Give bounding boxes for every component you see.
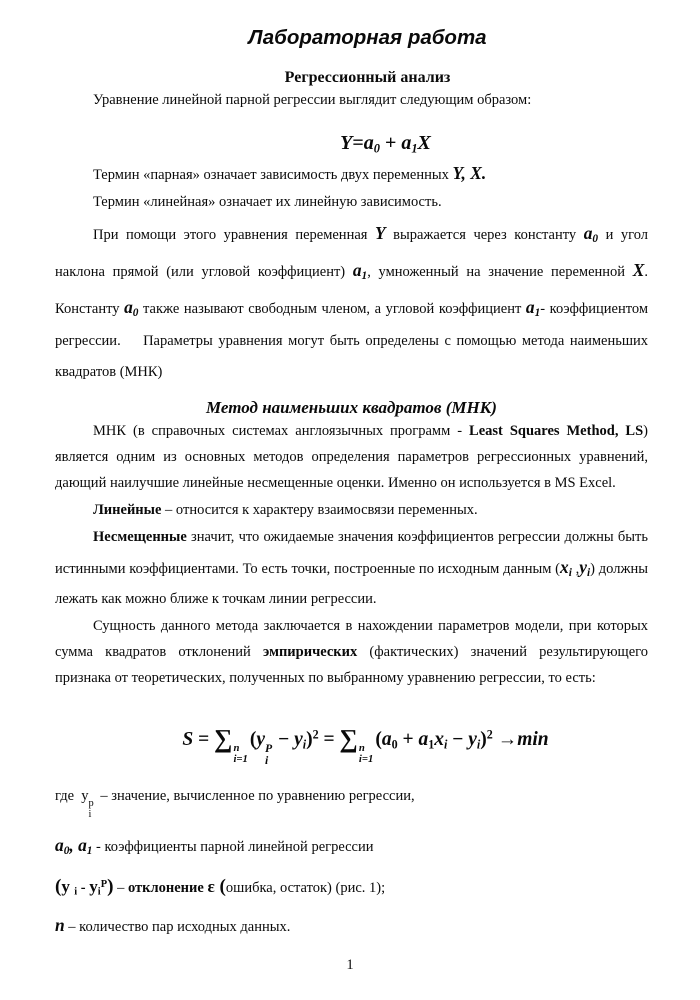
- definition-n: n – количество пар исходных данных.: [55, 915, 291, 936]
- paragraph-method-essence: Сущность данного метода заключается в нахождении параметров модели, при которых сумма квадратов отклонений эмпирических (фактических) значений результирующего признака от теоретических, полученных по выбранному уравнению регрессии, то есть:: [55, 618, 648, 687]
- definitions-list: [55, 785, 648, 939]
- paragraph-unbiased-meaning: Несмещенные значит, что ожидаемые значения коэффициентов регрессии должны быть истинными коэффициентами. То есть точки, построенные по исходным данным ($x_i$ $,y_i$) должны лежать как можно ближе к точкам линии регрессии.: [55, 528, 648, 607]
- paragraph-term-linear: Термин «линейная» означает их линейную зависимость.: [93, 194, 442, 211]
- section-heading-mnk: Метод наименьших квадратов (МНК): [206, 397, 497, 417]
- definition-coefficients: $a_0$, $a_1$ - коэффициенты парной линейной регрессии: [55, 834, 374, 858]
- definition-y-predicted: где y p i – значение, вычисленное по уравнению регрессии,: [55, 788, 415, 820]
- definition-deviation: (y i - $yi^P$) – отклонение ε (ошибка, остаток) (рис. 1);: [55, 875, 386, 897]
- paragraph-term-pair: Термин «парная» означает зависимость двух переменных Y, X.: [93, 162, 487, 183]
- formula-linear-regression: Y=a0 + a1X: [340, 131, 431, 156]
- page-number: 1: [346, 957, 354, 973]
- paragraph-linear-meaning: Линейные – относится к характеру взаимосвязи переменных.: [93, 501, 478, 518]
- paragraph-mnk-definition: МНК (в справочных системах англоязычных программ - Least Squares Method, LS) является одним из основных методов определения параметров регрессионных уравнений, дающий наилучшие линейные несмещенные оценки. Именно он используется в MS Excel.: [55, 423, 648, 492]
- doc-title: Лабораторная работа: [248, 26, 487, 49]
- paragraph-intro: Уравнение линейной парной регрессии выглядит следующим образом:: [93, 91, 532, 108]
- formula-least-squares: S = ∑ n i=1 (y P i − yi)$^2$ = ∑ n i=1 (a0 + a1xi − yi)$^2$ →min: [182, 724, 549, 767]
- paragraph-equation-explanation: При помощи этого уравнения переменная Y выражается через константу $a_0$ и угол наклона прямой (или угловой коэффициент) $a_1$, умноженный на значение переменной X. Константу $a_0$ также называют свободным членом, а угловой коэффициент $a_1-$ коэффициентом регрессии. Параметры уравнения могут быть определены с помощью метода наименьших квадратов (МНК): [55, 223, 648, 380]
- doc-subtitle: Регрессионный анализ: [284, 68, 451, 86]
